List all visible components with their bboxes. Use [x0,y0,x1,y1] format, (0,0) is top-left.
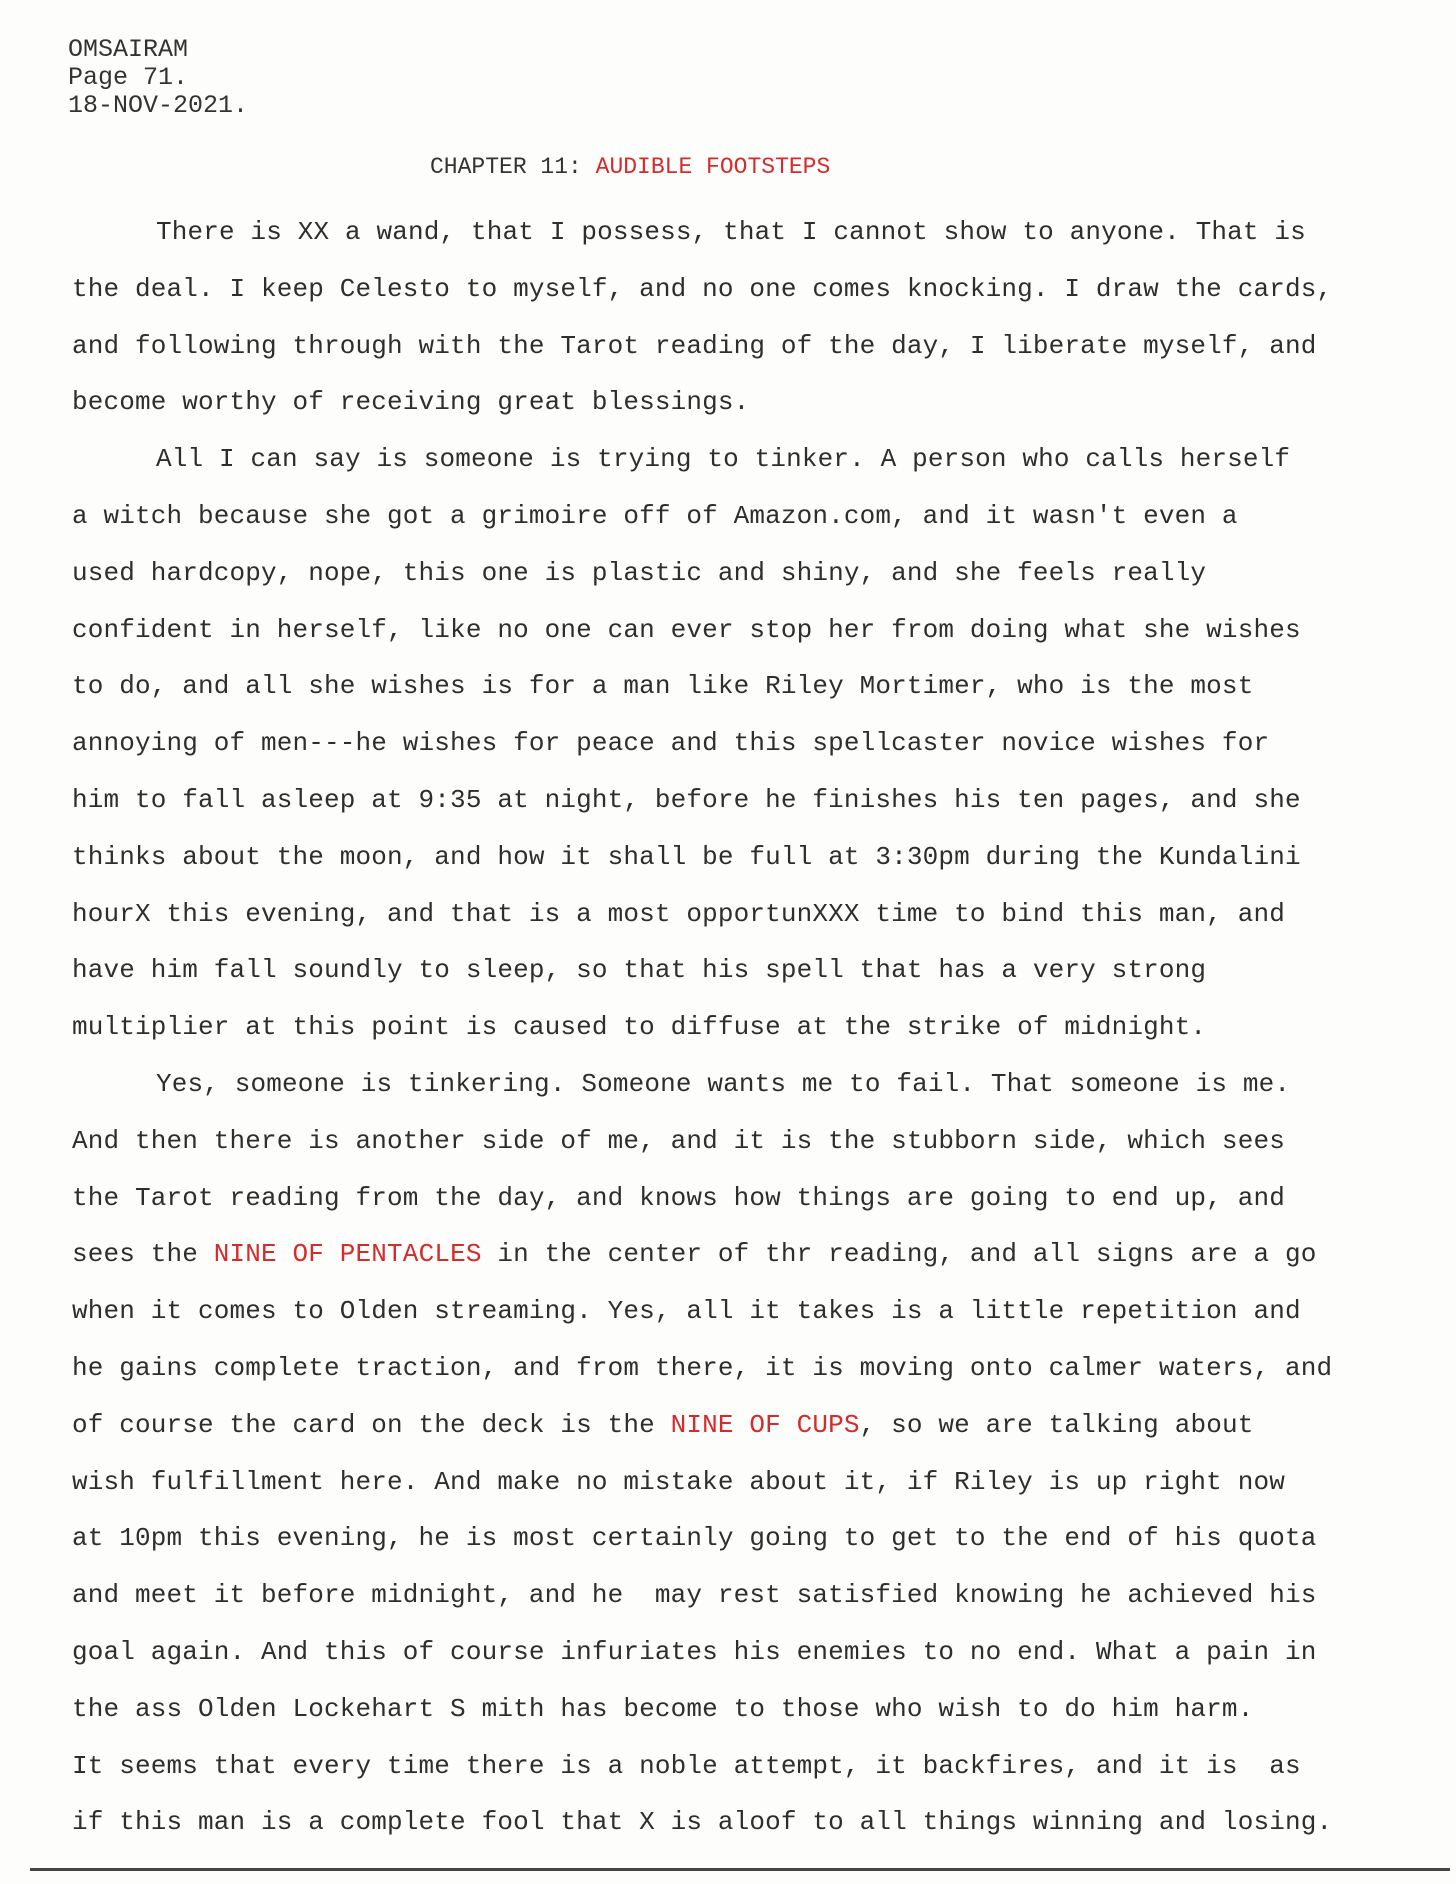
text-fragment: , so we are talking about [859,1409,1254,1440]
chapter-title: AUDIBLE FOOTSTEPS [595,154,831,180]
text-fragment: sees the [72,1239,214,1270]
text-line: used hardcopy, nope, this one is plastic and shiny, and she feels really [72,557,1207,588]
page-header [68,36,248,120]
text-line: multiplier at this point is caused to diffuse at the strike of midnight. [72,1012,1207,1043]
header-date: 18-NOV-2021. [68,91,249,120]
header-mantra: OMSAIRAM [68,35,189,64]
page-bottom-edge [30,1868,1450,1871]
text-line: hourX this evening, and that is a most opportunXXX time to bind this man, and [72,898,1285,929]
chapter-number: CHAPTER 11: [430,154,596,180]
text-fragment: of course the card on the deck is the [72,1409,671,1440]
text-line: thinks about the moon, and how it shall be full at 3:30pm during the Kundalini [72,841,1301,872]
text-line: when it comes to Olden streaming. Yes, all it takes is a little repetition and [72,1296,1301,1327]
text-line: the Tarot reading from the day, and knows how things are going to end up, and [72,1182,1285,1213]
text-line: goal again. And this of course infuriates his enemies to no end. What a pain in [72,1636,1317,1667]
text-line: and following through with the Tarot reading of the day, I liberate myself, and [72,330,1317,361]
text-line: if this man is a complete fool that X is aloof to all things winning and losing. [72,1807,1333,1838]
page-number: Page 71. [68,63,189,92]
text-line: the ass Olden Lockehart S mith has become to those who wish to do him harm. [72,1693,1254,1724]
text-line: a witch because she got a grimoire off of Amazon.com, and it wasn't even a [72,500,1238,531]
text-line-nine-of-cups [72,1397,1452,1454]
text-line: and meet it before midnight, and he may rest satisfied knowing he achieved his [72,1580,1317,1611]
chapter-heading [430,154,830,180]
text-line: wish fulfillment here. And make no mistake about it, if Riley is up right now [72,1466,1285,1497]
text-line: the deal. I keep Celesto to myself, and no one comes knocking. I draw the cards, [72,273,1333,304]
text-line: It seems that every time there is a noble attempt, it backfires, and it is as [72,1750,1301,1781]
card-name-nine-of-pentacles: NINE OF PENTACLES [213,1239,482,1270]
text-line: Yes, someone is tinkering. Someone wants me to fail. That someone is me. [156,1068,1291,1099]
text-line: he gains complete traction, and from there, it is moving onto calmer waters, and [72,1352,1333,1383]
text-fragment: in the center of thr reading, and all signs are a go [481,1239,1317,1270]
text-line: All I can say is someone is trying to tinker. A person who calls herself [156,444,1291,475]
text-line: become worthy of receiving great blessings. [72,387,750,418]
text-line: annoying of men---he wishes for peace and this spellcaster novice wishes for [72,728,1270,759]
text-line-nine-of-pentacles [72,1226,1452,1283]
body-text [72,204,1452,1851]
text-line: confident in herself, like no one can ever stop her from doing what she wishes [72,614,1301,645]
text-line: him to fall asleep at 9:35 at night, before he finishes his ten pages, and she [72,784,1301,815]
text-line: to do, and all she wishes is for a man like Riley Mortimer, who is the most [72,671,1254,702]
text-line: And then there is another side of me, and it is the stubborn side, which sees [72,1125,1285,1156]
text-line: There is XX a wand, that I possess, that I cannot show to anyone. That is [156,217,1306,247]
text-line: have him fall soundly to sleep, so that his spell that has a very strong [72,955,1207,986]
text-line: at 10pm this evening, he is most certainly going to get to the end of his quota [72,1523,1317,1554]
card-name-nine-of-cups: NINE OF CUPS [670,1409,860,1440]
